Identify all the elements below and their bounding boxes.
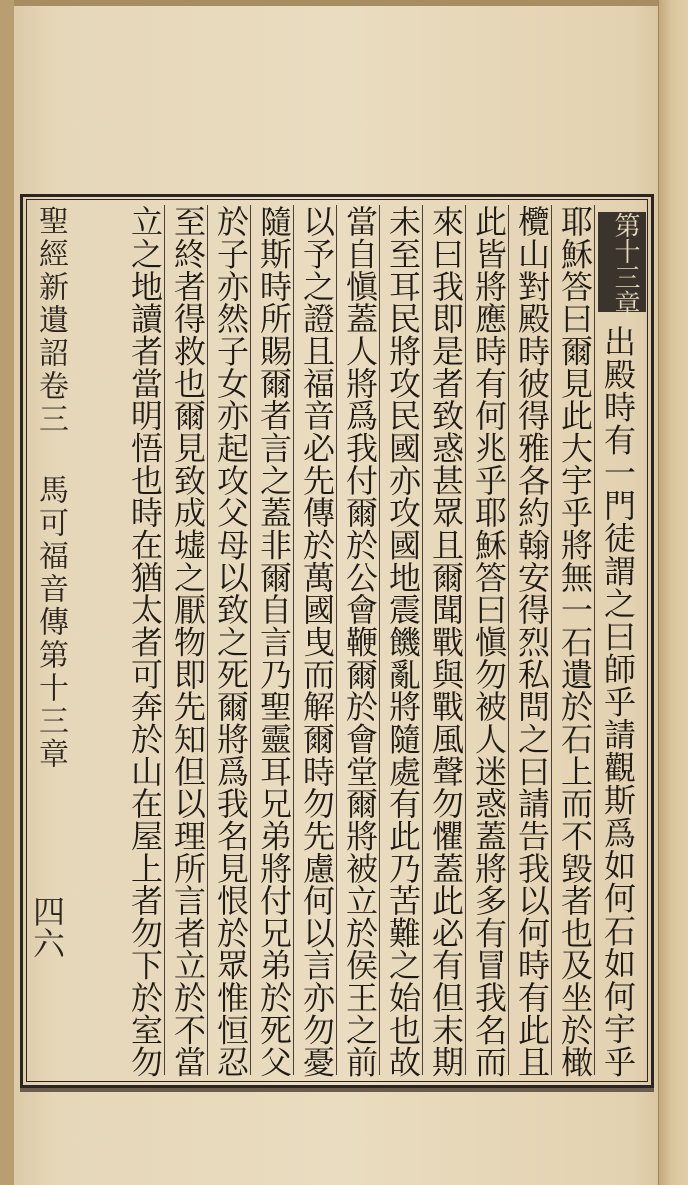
text-column-4: 此皆將應時有何兆乎耶穌答曰愼勿被人迷惑蓋將多有冒我名而	[470, 205, 508, 1078]
text-column-9: 隨斯時所賜爾者言之蓋非爾自言乃聖靈耳兄弟將付兄弟於死父	[255, 205, 293, 1078]
text-column-11: 至終者得救也爾見致成墟之厭物即先知但以理所言者立於不當	[169, 205, 207, 1078]
book-title: 聖經新遺詔卷三	[33, 205, 68, 436]
page-number: 四六	[28, 895, 66, 959]
text-column-2: 耶穌答曰爾見此大宇乎將無一石遺於石上而不毀者也及坐於橄	[556, 205, 594, 1078]
chapter-tag-text: 第十三章	[610, 212, 640, 316]
text-column-5: 來曰我即是者致惑甚眾且爾聞戰與戰風聲勿懼蓋此必有但末期	[427, 205, 465, 1078]
text-column-10: 於子亦然子女亦起攻父母以致之死爾將爲我名見恨於眾惟恒忍	[212, 205, 250, 1078]
frame-bottom-band	[20, 1088, 654, 1092]
page-fold	[658, 0, 688, 1185]
text-column-1: 出殿時有一門徒謂之曰師乎請觀斯爲如何石如何宇乎	[599, 325, 637, 1079]
text-column-6: 未至耳民將攻民國亦攻國地震饑亂將隨處有此乃苦難之始也故	[384, 205, 422, 1078]
text-column-8: 以予之證且福音必先傳於萬國曳而解爾時勿先慮何以言亦勿憂	[298, 205, 336, 1078]
page-top-edge	[0, 0, 688, 6]
binding-edge	[0, 0, 14, 1185]
text-column-7: 當自愼蓋人將爲我付爾於公會鞭爾於會堂爾將被立於侯王之前	[341, 205, 379, 1078]
text-column-12: 立之地讀者當明悟也時在猶太者可奔於山在屋上者勿下於室勿	[126, 205, 164, 1078]
text-column-3: 欖山對殿時彼得雅各約翰安得烈私問之曰請告我以何時有此且	[513, 205, 551, 1078]
chapter-title: 馬可福音傳第十三章	[33, 474, 68, 771]
